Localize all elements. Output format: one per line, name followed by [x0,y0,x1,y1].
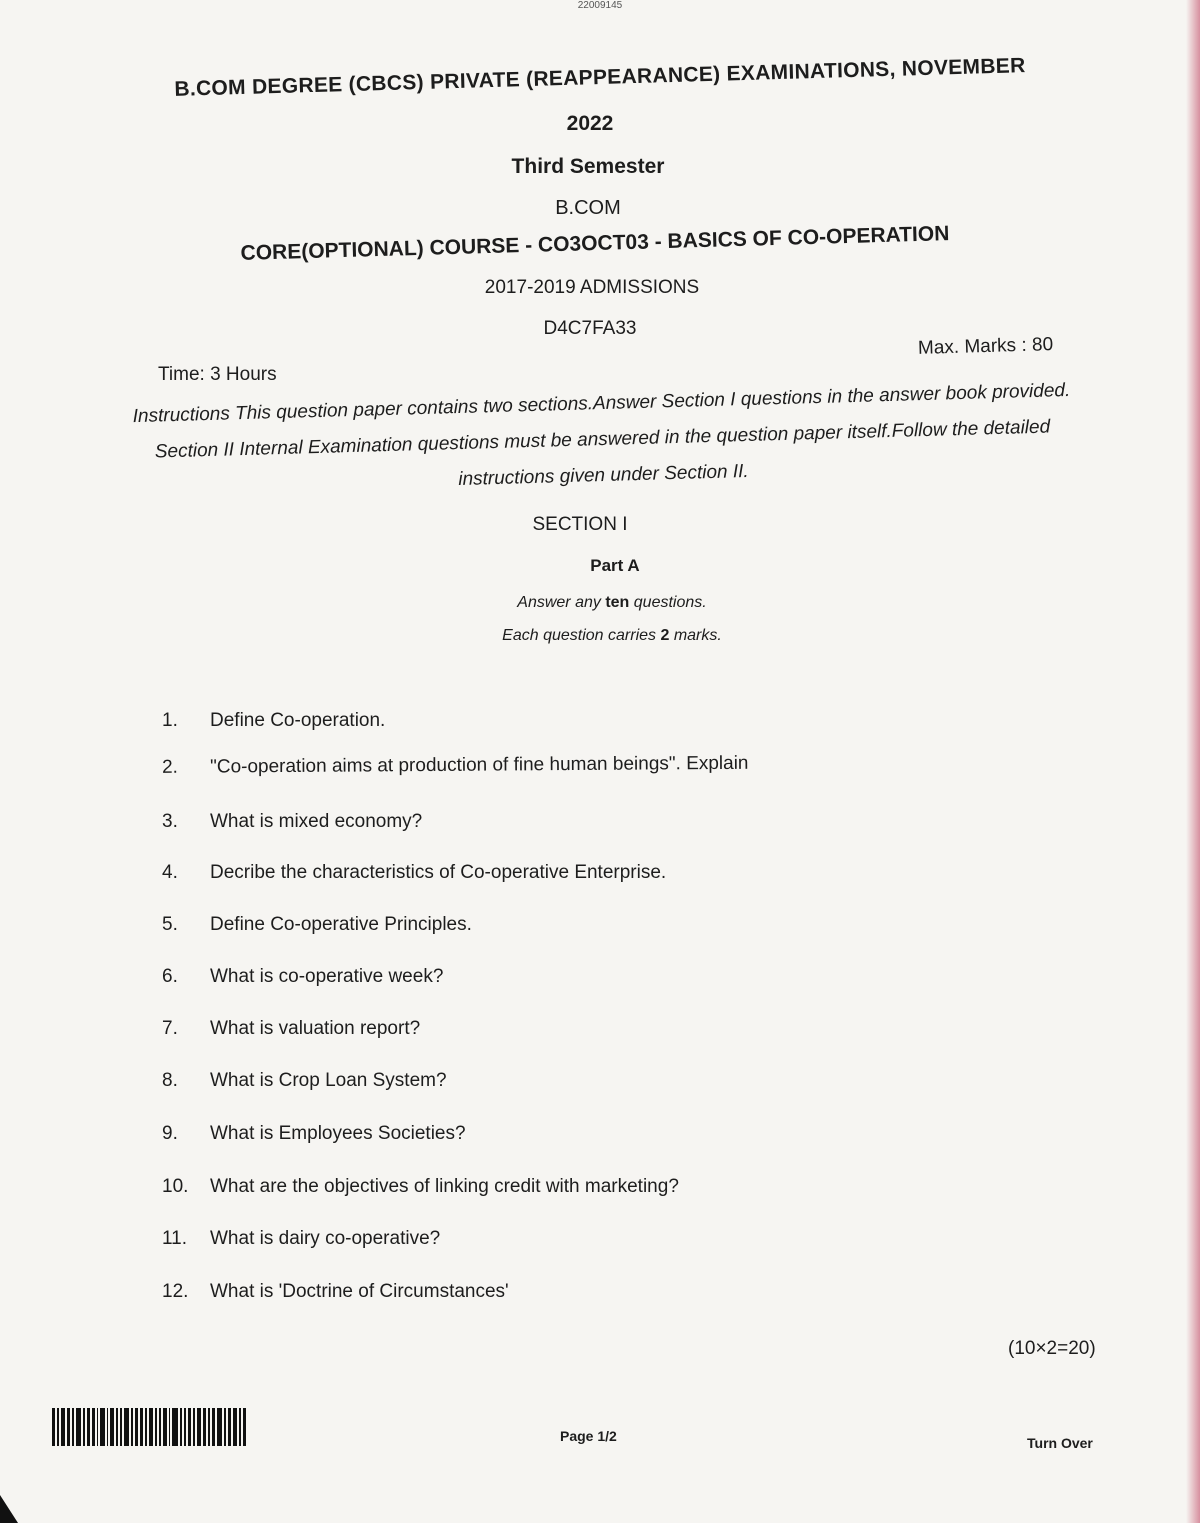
answer-prefix: Answer any [517,594,606,611]
question-number: 4. [162,862,178,883]
question-text: Decribe the characteristics of Co-operative Enterprise. [210,862,667,883]
paper-code: D4C7FA33 [543,318,637,339]
answer-instruction [12,594,1200,612]
question-text: What is co-operative week? [210,966,444,987]
question-text: What is dairy co-operative? [210,1228,441,1249]
page-number: Page 1/2 [560,1428,617,1444]
answer-count: ten [605,594,630,611]
question-text: What is Crop Loan System? [210,1070,447,1091]
question-number: 11. [162,1228,188,1249]
turn-over: Turn Over [1027,1435,1093,1451]
question-text: What is Employees Societies? [210,1123,466,1144]
question-text: Define Co-operation. [210,710,386,731]
instructions: Instructions This question paper contains two sections.Answer Section I questions in the answer book provided. Section II Internal Examination questions must be answered in the question paper itself.Follow the detailed instructions given under Section II. [132,379,1071,491]
degree: B.COM [555,197,621,219]
question-number: 5. [162,914,178,935]
exam-year: 2022 [566,112,614,135]
question-number: 2. [161,756,179,778]
marks-instruction [12,627,1200,645]
question-text: "Co-operation aims at production of fine human beings". Explain [209,752,749,778]
question-number: 12. [162,1281,189,1302]
corner-mark [0,1495,18,1523]
question-text: What is valuation report? [210,1018,421,1039]
section-heading: SECTION I [532,514,628,535]
question-text: Define Co-operative Principles. [210,914,472,935]
carries-suffix: marks. [669,627,722,644]
question-number: 6. [162,966,178,987]
question-number: 7. [162,1018,178,1039]
semester: Third Semester [511,155,665,178]
question-number: 9. [162,1123,178,1144]
carries-marks: 2 [660,627,670,644]
barcode [52,1408,248,1446]
answer-suffix: questions. [629,594,707,611]
question-number: 1. [162,710,178,731]
admissions: 2017-2019 ADMISSIONS [484,277,700,298]
question-number: 3. [162,811,178,832]
carries-prefix: Each question carries [502,627,661,644]
document-code: 22009145 [577,0,623,11]
exam-title: B.COM DEGREE (CBCS) PRIVATE (REAPPEARANCE) EXAMINATIONS, NOVEMBER [174,54,1026,101]
max-marks: Max. Marks : 80 [917,334,1054,359]
course-title: CORE(OPTIONAL) COURSE - CO3OCT03 - BASICS OF CO-OPERATION [240,222,950,265]
question-number: 10. [162,1176,189,1197]
question-number: 8. [162,1070,178,1091]
exam-time: Time: 3 Hours [158,364,277,385]
part-heading: Part A [590,556,640,575]
marks-distribution: (10×2=20) [1008,1338,1096,1359]
question-text: What is mixed economy? [210,811,423,832]
question-text: What is 'Doctrine of Circumstances' [210,1281,509,1302]
question-text: What are the objectives of linking credit with marketing? [210,1176,679,1197]
